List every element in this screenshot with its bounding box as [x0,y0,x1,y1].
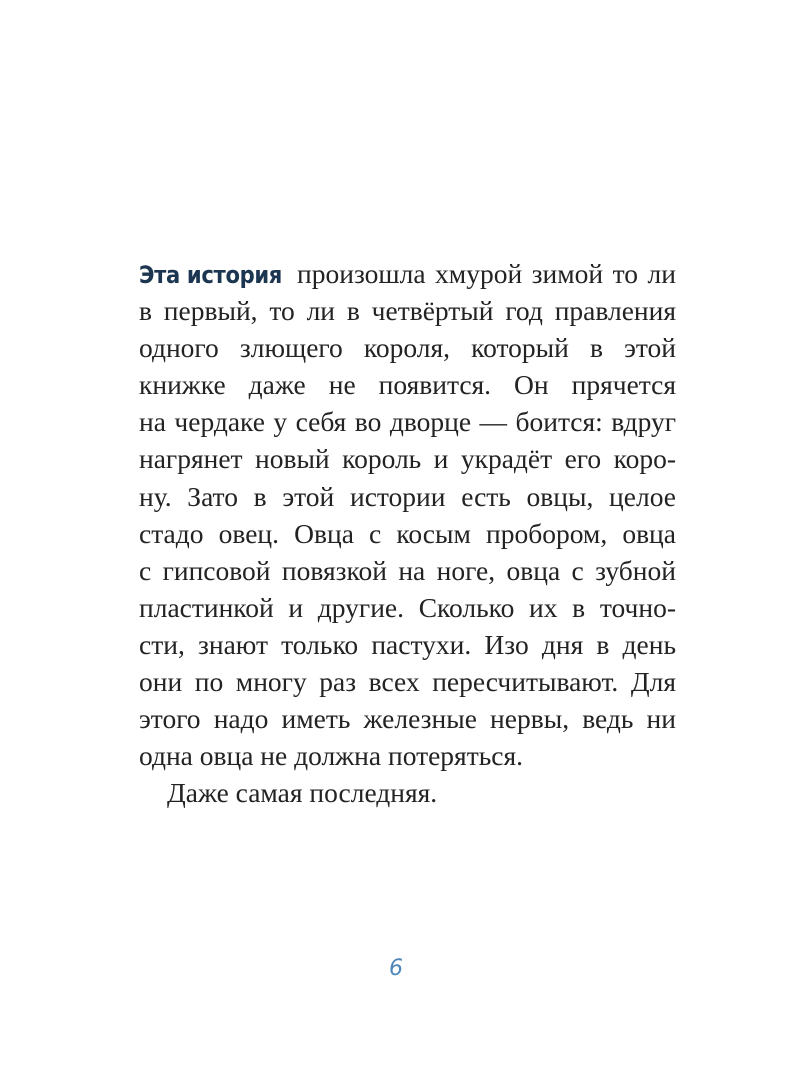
text-line-content: произошла хмурой зимой то ли [297,258,677,289]
text-line: сти, знают только пастухи. Изо дня в день [139,628,676,660]
text-line: одного злющего короля, который в этой [139,332,676,364]
text-line: пластинкой и другие. Сколько их в точно- [139,591,676,623]
text-line: на чердаке у себя во дворце — боится: вдруг [139,406,676,438]
text-line: этого надо иметь железные нервы, ведь ни [139,703,676,735]
body-text [139,255,676,811]
lead-phrase: Эта история [139,261,283,289]
text-line: они по многу раз всех пересчитывают. Для [139,666,676,698]
paragraph-2: Даже самая последняя. [167,777,438,809]
text-line: в первый, то ли в четвёртый год правления [139,295,676,327]
text-line: стадо овец. Овца с косым пробором, овца [139,517,676,549]
text-line: с гипсовой повязкой на ноге, овца с зубной [139,554,676,586]
text-line: нагрянет новый король и украдёт его коро- [139,443,676,475]
text-line: книжке даже не появится. Он прячется [139,369,676,401]
page-number: 6 [389,956,403,981]
text-line: ну. Зато в этой истории есть овцы, целое [139,480,676,512]
text-line: одна овца не должна потеряться. [139,740,523,772]
text-line [139,255,676,292]
